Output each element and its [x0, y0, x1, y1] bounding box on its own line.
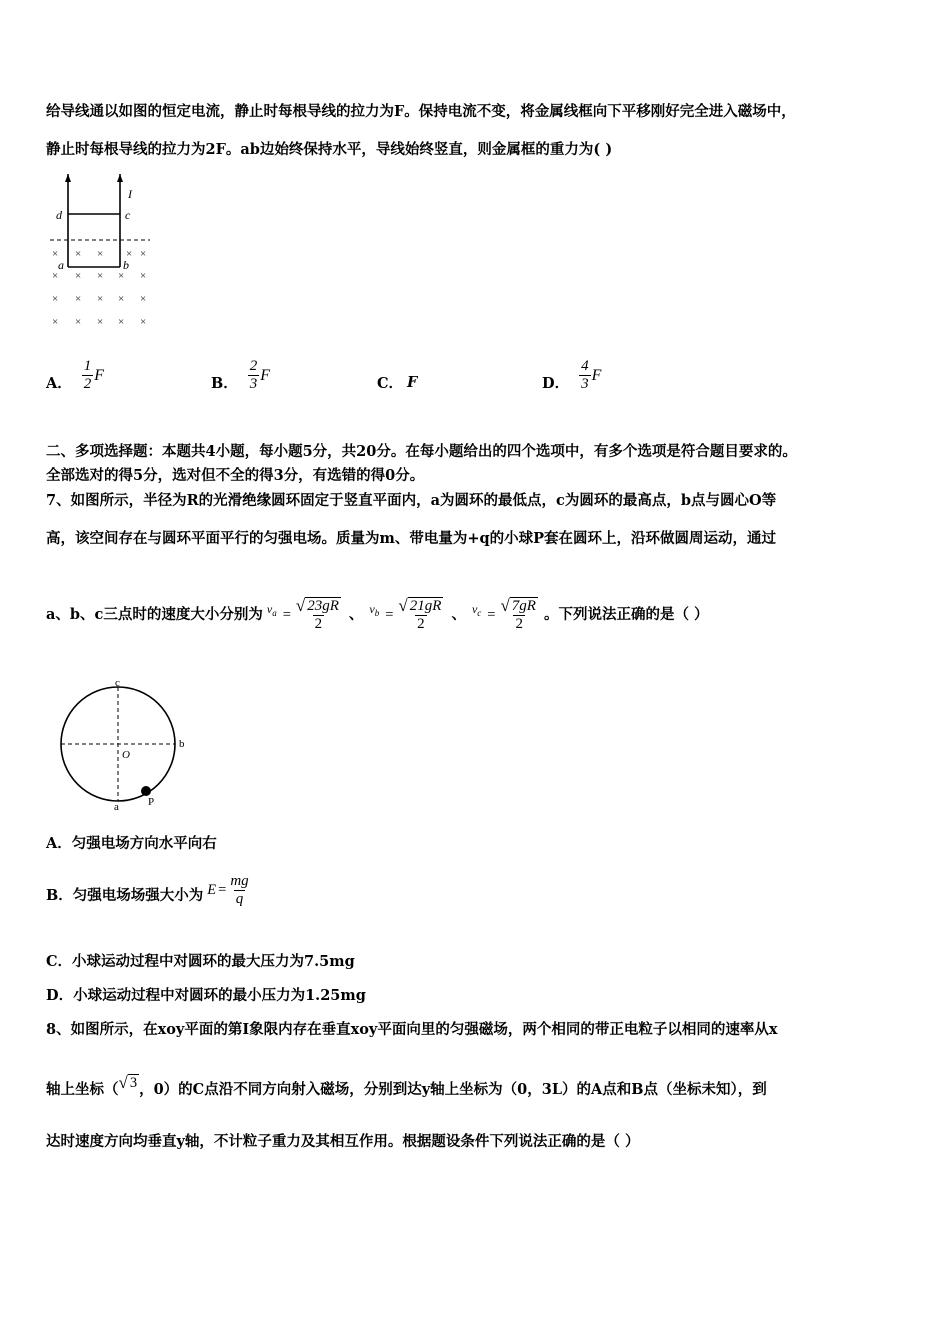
- q6-option-b[interactable]: B． $\frac{2}{3}$ F: [211, 358, 271, 392]
- section-2-instructions: 全部选对的得5分，选对但不全的得3分，有选错的得0分。: [46, 467, 425, 484]
- q6-label-d: d: [56, 208, 62, 222]
- svg-text:×: ×: [75, 270, 82, 282]
- svg-text:×: ×: [97, 248, 104, 260]
- q7-vc-formula: $v_c$ = √ 7gR 2: [471, 596, 536, 632]
- q7-line-2: 高，该空间存在与圆环平面平行的匀强电场。质量为m、带电量为+q的小球P套在圆环上，沿环做圆周运动，通过: [46, 530, 777, 547]
- svg-text:×: ×: [140, 270, 147, 282]
- q6-label-I: I: [128, 187, 132, 201]
- q7-option-b[interactable]: B．匀强电场场强大小为 E = $\frac{mg}{q}$: [46, 872, 249, 907]
- q7-ring-figure: [50, 674, 200, 814]
- q7-label-b: b: [179, 738, 185, 750]
- svg-text:×: ×: [52, 248, 59, 260]
- q6-option-a-fraction: $\frac{1}{2}$: [83, 358, 92, 392]
- svg-text:×: ×: [118, 293, 125, 305]
- q6-option-b-fraction: $\frac{2}{3}$: [249, 358, 258, 392]
- q7-line-3: a、b、c三点时的速度大小分别为 $v_a$ = √ 23gR 2 、 $v_b$ = √ 21gR 2 、 $v_c$ = √ 7gR 2 。下列说法正确的是（ ）: [46, 596, 709, 632]
- svg-text:×: ×: [97, 316, 104, 328]
- svg-text:×: ×: [97, 293, 104, 305]
- q7-option-a[interactable]: A．匀强电场方向水平向右: [46, 835, 217, 852]
- q6-line-2: 静止时每根导线的拉力为2F。ab边始终保持水平，导线始终竖直，则金属框的重力为( ): [46, 141, 613, 158]
- q6-wire-frame-figure: [46, 172, 166, 332]
- q8-sqrt3: √ 3: [118, 1073, 138, 1092]
- q6-label-a: a: [58, 258, 64, 272]
- q6-label-c: c: [125, 208, 131, 222]
- q8-line-2: 轴上坐标（ √ 3 ，0）的C点沿不同方向射入磁场，分别到达y轴上坐标为（0，3L）的A点和B点（坐标未知），到: [46, 1073, 767, 1098]
- q7-va-formula: $v_a$ = √ 23gR 2: [266, 596, 339, 632]
- q7-vb-formula: $v_b$ = √ 21gR 2: [369, 596, 442, 632]
- q8-line-1: 8、如图所示，在xoy平面的第Ⅰ象限内存在垂直xoy平面向里的匀强磁场，两个相同的带正电粒子以相同的速率从x: [46, 1021, 778, 1038]
- svg-text:×: ×: [97, 270, 104, 282]
- q6-option-a[interactable]: A． $\frac{1}{2}$ F: [46, 358, 105, 392]
- q7-label-O: O: [122, 749, 130, 761]
- q8-line-3: 达时速度方向均垂直y轴，不计粒子重力及其相互作用。根据题设条件下列说法正确的是（ ）: [46, 1133, 640, 1150]
- svg-text:×: ×: [75, 293, 82, 305]
- q7-option-d[interactable]: D．小球运动过程中对圆环的最小压力为1.25mg: [46, 987, 366, 1004]
- q6-label-b: b: [123, 258, 129, 272]
- q7-option-b-formula: E = $\frac{mg}{q}$: [207, 872, 249, 907]
- q7-label-P: P: [148, 796, 155, 808]
- svg-text:×: ×: [52, 293, 59, 305]
- q7-line-1: 7、如图所示，半径为R的光滑绝缘圆环固定于竖直平面内，a为圆环的最低点，c为圆环的最高点，b点与圆心O等: [46, 492, 777, 509]
- svg-text:×: ×: [140, 316, 147, 328]
- q6-option-d-fraction: $\frac{4}{3}$: [581, 358, 589, 392]
- q7-label-c: c: [115, 677, 120, 689]
- svg-text:×: ×: [75, 316, 82, 328]
- svg-text:×: ×: [118, 316, 125, 328]
- q6-option-c[interactable]: C． F: [377, 374, 418, 392]
- q6-option-d[interactable]: D． $\frac{4}{3}$ F: [542, 358, 602, 392]
- q7-option-c[interactable]: C．小球运动过程中对圆环的最大压力为7.5mg: [46, 953, 355, 970]
- svg-text:×: ×: [140, 248, 147, 260]
- svg-text:×: ×: [75, 248, 82, 260]
- svg-text:×: ×: [126, 248, 133, 260]
- svg-text:×: ×: [52, 316, 59, 328]
- q6-line-1: 给导线通以如图的恒定电流，静止时每根导线的拉力为F。保持电流不变，将金属线框向下平移刚好完全进入磁场中，: [46, 103, 796, 120]
- section-2-heading: 二、多项选择题：本题共4小题，每小题5分，共20分。在每小题给出的四个选项中，有多个选项是符合题目要求的。: [46, 443, 797, 460]
- svg-text:×: ×: [52, 270, 59, 282]
- svg-text:×: ×: [118, 270, 125, 282]
- svg-text:×: ×: [140, 293, 147, 305]
- q7-label-a: a: [114, 801, 119, 813]
